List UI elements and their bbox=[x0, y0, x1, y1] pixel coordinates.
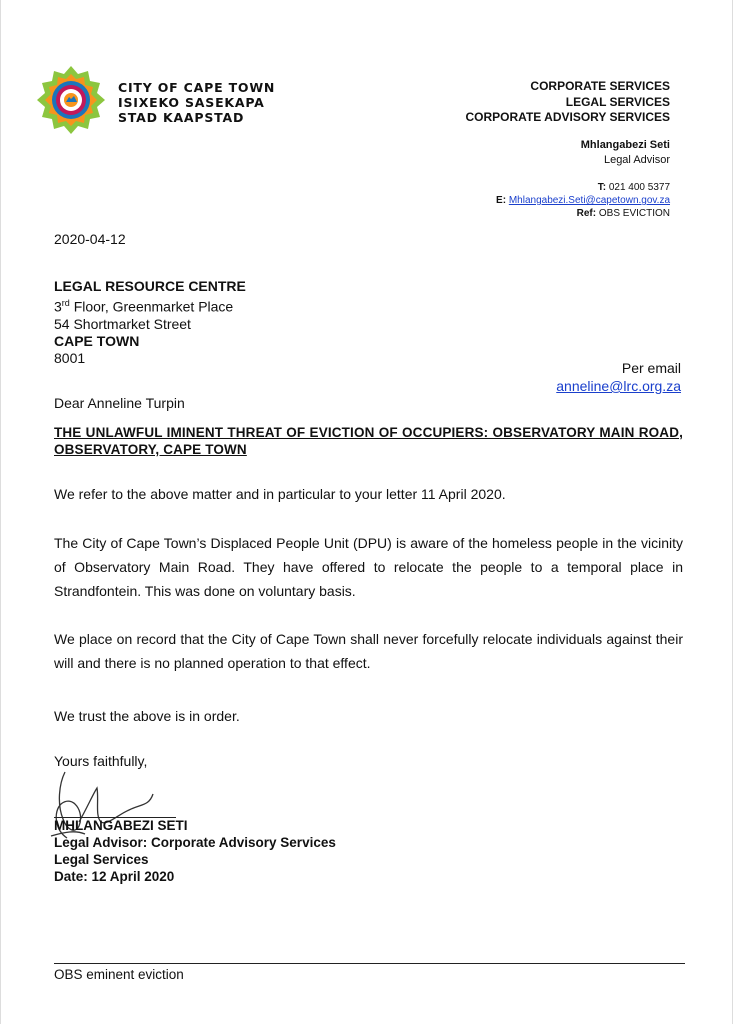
sender-block bbox=[581, 138, 670, 168]
email-label: E: bbox=[496, 195, 507, 206]
recipient-email-link[interactable]: anneline@lrc.org.za bbox=[556, 378, 681, 394]
delivery-method-label: Per email bbox=[621, 360, 681, 376]
ref-label: Ref: bbox=[576, 208, 597, 219]
closing-phrase: Yours faithfully, bbox=[54, 753, 148, 769]
tel-label: T: bbox=[597, 182, 607, 193]
recipient-floor: 3rd Floor, Greenmarket Place bbox=[54, 298, 234, 315]
salutation: Dear Anneline Turpin bbox=[54, 395, 185, 411]
recipient-name: LEGAL RESOURCE CENTRE bbox=[54, 278, 246, 294]
letter-date: 2020-04-12 bbox=[54, 231, 126, 247]
ref-value: OBS EVICTION bbox=[598, 208, 670, 219]
paragraph-1: We refer to the above matter and in particular to your letter 11 April 2020. bbox=[54, 486, 506, 502]
sender-title: Legal Advisor bbox=[603, 154, 670, 166]
recipient-postal-code: 8001 bbox=[54, 349, 86, 366]
sender-name: Mhlangabezi Seti bbox=[580, 139, 670, 151]
signatory-block bbox=[54, 817, 336, 885]
signatory-date: Date: 12 April 2020 bbox=[54, 869, 175, 884]
paragraph-4: We trust the above is in order. bbox=[54, 708, 240, 724]
delivery-method bbox=[556, 359, 681, 395]
org-name-english: CITY OF CAPE TOWN bbox=[118, 80, 276, 95]
paragraph-2: The City of Cape Town’s Displaced People Unit (DPU) is aware of the homeless people in the vicinity of Observatory Main Road. They have offered to relocate the people to a temporal place in Strandfontein. This was done on voluntary basis. bbox=[54, 535, 683, 599]
contact-block bbox=[496, 181, 670, 220]
paragraph-3: We place on record that the City of Cape Town shall never forcefully relocate individuals against their will and there is no planned operation to that effect. bbox=[54, 631, 683, 671]
signatory-name: MHLANGABEZI SETI bbox=[54, 818, 188, 833]
subject-line: THE UNLAWFUL IMINENT THREAT OF EVICTION OF OCCUPIERS: OBSERVATORY MAIN ROAD, OBSERVATORY, CAPE TOWN bbox=[54, 425, 683, 457]
email-line bbox=[496, 194, 670, 207]
org-name-xhosa: ISIXEKO SASEKAPA bbox=[118, 95, 265, 110]
recipient-street: 54 Shortmarket Street bbox=[54, 315, 191, 332]
signatory-title: Legal Advisor: Corporate Advisory Services bbox=[54, 835, 336, 850]
recipient-city: CAPE TOWN bbox=[54, 332, 140, 349]
sender-email-link[interactable]: Mhlangabezi.Seti@capetown.gov.za bbox=[508, 195, 670, 206]
telephone-line bbox=[496, 181, 670, 194]
reference-line bbox=[496, 207, 670, 220]
recipient-address bbox=[54, 278, 246, 367]
department-block bbox=[466, 79, 671, 126]
org-name-afrikaans: STAD KAAPSTAD bbox=[118, 110, 245, 125]
organisation-name bbox=[118, 80, 275, 125]
tel-value: 021 400 5377 bbox=[608, 182, 670, 193]
dept-corporate-services: CORPORATE SERVICES bbox=[530, 79, 670, 93]
dept-corporate-advisory: CORPORATE ADVISORY SERVICES bbox=[465, 110, 670, 124]
city-of-cape-town-logo-icon bbox=[37, 66, 105, 134]
footer-reference: OBS eminent eviction bbox=[54, 967, 184, 982]
dept-legal-services: LEGAL SERVICES bbox=[565, 94, 670, 109]
footer-divider bbox=[54, 963, 685, 964]
signatory-department: Legal Services bbox=[54, 852, 149, 867]
